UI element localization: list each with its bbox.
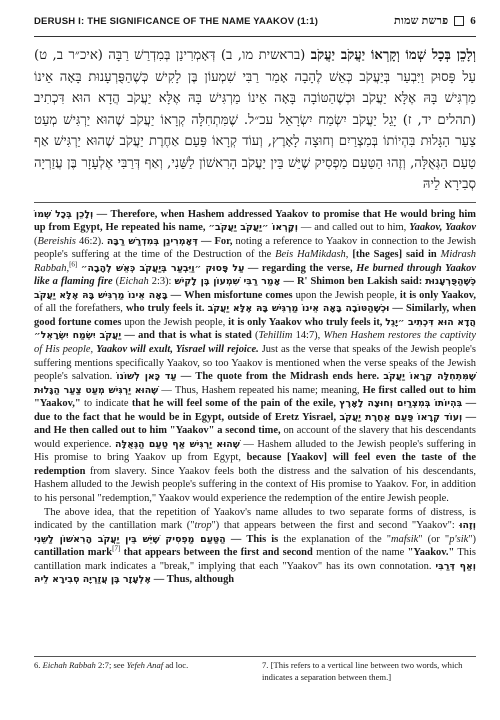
text-run: Beis HaMikdash — [275, 249, 346, 261]
text-run: of all the forefathers, — [34, 303, 126, 315]
text-run: — regarding the verse, — [244, 262, 357, 274]
text-run: — Thus, although — [151, 574, 235, 586]
text-run: He burned through Yaakov like a flaming fire — [34, 262, 477, 288]
text-run: Yefeh Anaf — [126, 660, 164, 670]
english-commentary — [34, 208, 476, 587]
document-page — [0, 6, 500, 720]
footnote-number: 7. — [262, 660, 269, 670]
text-run: it is only Yaakov, — [399, 289, 476, 301]
text-run: Yaakov will exult, Yisrael will rejoice. — [96, 343, 259, 355]
text-run: 2:3): — [148, 276, 172, 288]
hebrew-phrase: וְקָרְאוֹ ״יַעֲקֹב יַעֲקֹב״ — [208, 222, 298, 234]
text-run: This cantillation mark indicates a "break," implying that each "Yaakov" has its own connotation. — [34, 547, 476, 572]
text-run: Midrash Rabbah — [34, 249, 476, 274]
text-run: it is only Yaakov who truly feels it, — [228, 316, 383, 328]
running-header — [34, 6, 476, 37]
text-run: ( — [251, 330, 259, 342]
text-run: upon the Jewish people, — [292, 289, 400, 301]
hebrew-phrase: וְזֶהוּ הַטַּעַם מַפְסִיק שֶׁיֵּשׁ בֵּין יַעֲקֹב הָרִאשׁוֹן לַשֵּׁנִי — [34, 520, 476, 545]
text-run: Tehillim — [258, 330, 293, 342]
hebrew-phrase: דְּאָמְרִינַן בְּמִדְרַשׁ רַבָּה — [106, 235, 198, 247]
text-run: — Thus, Hashem repeated his name; meaning, — [158, 384, 363, 396]
text-run: from slavery. Since Yaakov feels both the distress and the salvation of his descendants, Hashem alluded to the Jewish people's suffering in the context of His promise to Yaakov. For, in addition to his personal "redemption," Yaakov would experience the redemption of the entire Jewish people. — [34, 465, 476, 504]
footnote-number: 6. — [34, 660, 41, 670]
text-run: " (or " — [418, 533, 450, 545]
text-run: that he will feel some of the pain of the exile, — [131, 398, 336, 410]
text-run: 2:7; see — [95, 660, 127, 670]
hebrew-body: (בראשית מו, ב) דְּאָמְרִינַן בְּמִדְרַשׁ רַבָּה (איכ״ר ב, ט) עַל פָּסוּק וַיִּבְעַר בְּיַעֲקֹב כְּאֵשׁ לֶהָבָה אָמַר רַבִּי שִׁמְעוֹן בֶּן לָקִישׁ כְּשֶׁהַפֻּרְעָנוּת בָּאָה אֵינוֹ מַרְגִּישׁ בָּהּ אֶלָּא יַעֲקֹב וּכְשֶׁהַטּוֹבָה בָּאָה אֵינוֹ מַרְגִּישׁ בָּהּ אֶלָּא יַעֲקֹב הֲדָא הוּא דִּכְתִיב (תהלים יד, ז) יָגֵל יַעֲקֹב יִשְׂמַח יִשְׂרָאֵל עכ״ל. שֶׁמִּתְחִלָּה קְרָאוֹ יַעֲקֹב שֶׁהוּא יַרְגִּישׁ מְעַט צַעַר הַגָּלוּת בִּהְיוֹתוֹ בְּמִצְרַיִם וְחוּצָה לָאָרֶץ, וְעוֹד קְרָאוֹ פַּעַם אַחֶרֶת יַעֲקֹב שֶׁהוּא יַרְגִּישׁ אַף טַעַם הַגְּאֻלָּה, וְזֶהוּ הַטַּעַם מַפְסִיק שֶׁיֵּשׁ בֵּין יַעֲקֹב הָרִאשׁוֹן לַשֵּׁנִי, וְאַף דְּרַבִּי אֶלְעָזָר בֶּן עֲזַרְיָה סְבִירָא לֵיהּ — [34, 48, 476, 192]
text-run: p'sik — [449, 533, 469, 545]
text-run: ") — [468, 533, 476, 545]
text-run: to indicate — [80, 398, 132, 410]
text-run: trop — [194, 520, 212, 532]
footnotes — [34, 656, 476, 683]
text-run: the explanation of the " — [278, 533, 391, 545]
text-run: 46:2). — [75, 235, 104, 247]
hebrew-phrase: שֶׁמִּתְחִלָּה קְרָאוֹ יַעֲקֹב שֶׁהוּא יַרְגִּישׁ מְעַט צַעַר הַגָּלוּת — [34, 371, 477, 396]
footnote-7 — [262, 660, 476, 683]
text-run: mafsik — [390, 533, 419, 545]
text-run: — due to the fact that he would be in Egypt, outside of Eretz Yisrael, — [34, 398, 476, 423]
text-run: Bereishis — [37, 235, 76, 247]
hebrew-phrase: וְאַף דְּרַבִּי אֶלְעָזָר בֶּן עֲזַרְיָה סְבִירָא לֵיהּ — [34, 560, 476, 586]
text-run: , — [345, 249, 353, 261]
text-run: noting a reference to Yaakov in connection to the Jewish people's suffering at the time of the Destruction of the — [34, 235, 476, 261]
text-run: ad loc. — [163, 660, 189, 670]
header-parsha-name: פרשת שמות — [394, 15, 449, 27]
text-run: He repeated his name, — [105, 222, 206, 234]
text-run: Eichah — [119, 276, 149, 288]
header-box-icon — [454, 16, 464, 26]
text-run: that appears between the first and second — [120, 547, 313, 559]
text-run: on account of the slavery that his descendants would experience. — [34, 425, 476, 450]
hebrew-phrase: כְּשֶׁהַפֻּרְעָנוּת בָּאָה אֵינוֹ מַרְגִּישׁ בָּהּ אֶלָּא יַעֲקֹב — [34, 276, 477, 301]
hebrew-phrase: שֶׁהוּא יַרְגִּישׁ אַף טַעַם הַגְּאֻלָּה — [115, 438, 240, 450]
text-run: because [Yaakov] will feel even the taste of the redemption — [34, 452, 476, 477]
text-run: Eichah Rabbah — [42, 660, 96, 670]
footnote-6 — [34, 660, 248, 683]
header-chapter-title: DERUSH I: THE SIGNIFICANCE OF THE NAME YAAKOV (1:1) — [34, 15, 319, 27]
footnote-ref[interactable]: [7] — [112, 544, 121, 553]
text-run: cantillation mark — [34, 547, 113, 559]
text-run: Yaakov, Yaakov — [409, 222, 477, 234]
text-run: — For, — [197, 235, 233, 247]
text-run: 14:7), — [292, 330, 324, 342]
text-run: "Yaakov." — [407, 547, 455, 559]
page-number: 6 — [470, 15, 476, 27]
text-run: ( — [34, 235, 38, 247]
text-run: He first called out to him "Yaakov," — [34, 384, 476, 410]
hebrew-phrase: וְלָכֵן בְּכָל שְׁמוֹ — [34, 208, 94, 220]
text-run: — When misfortune comes — [167, 289, 293, 301]
text-run: — and that is what is stated — [121, 330, 252, 342]
text-run: ") that appears between the first and second "Yaakov": — [211, 520, 455, 532]
text-run: [This refers to a vertical line between two words, which indicates a separation between them.] — [262, 660, 463, 682]
text-run: — R' Shimon ben Lakish said: — [280, 276, 423, 288]
text-run: upon the Jewish people, — [121, 316, 229, 328]
text-run: — This is — [225, 533, 279, 545]
hebrew-source-text — [34, 45, 476, 203]
header-right — [394, 15, 476, 27]
hebrew-phrase: אָמַר רַבִּי שִׁמְעוֹן בֶּן לָקִישׁ — [174, 276, 281, 288]
commentary-paragraph-1 — [34, 208, 476, 506]
text-run: — and called out to him, — [297, 222, 410, 234]
hebrew-phrase: הֲדָא הוּא דִּכְתִיב ״יָגֵל יַעֲקֹב יִשְׂמַח יִשְׂרָאֵל״ — [34, 316, 476, 342]
text-run: ( — [112, 276, 120, 288]
hebrew-phrase: בִּהְיוֹתוֹ בְּמִצְרַיִם וְחוּצָה לָאָרֶץ — [339, 398, 463, 410]
text-run: — Hashem alluded to the Jewish people's suffering in His promise to bring Yaakov up from Egypt, — [34, 438, 476, 464]
text-run: — Therefore, when Hashem addressed Yaakov to promise that He would bring him up from Egypt, — [34, 208, 476, 234]
text-run: When Hashem restores the captivity of His people, — [34, 330, 477, 355]
hebrew-phrase: וְעוֹד קְרָאוֹ פַּעַם אַחֶרֶת יַעֲקֹב — [339, 411, 463, 423]
hebrew-phrase: עַד כָּאן לְשׁוֹנוֹ — [116, 371, 177, 383]
hebrew-lead-words: וְלָכֵן בְּכָל שְׁמוֹ וְקָרְאוֹ יַעֲקֹב יַעֲקֹב — [310, 48, 476, 63]
text-run: The above idea, that the repetition of Yaakov's name alludes to two separate forms of distress, is indicated by the cantillation mark (" — [34, 506, 476, 532]
text-run: — Similarly, when good fortune comes — [34, 303, 476, 328]
footnote-ref[interactable]: [6] — [69, 260, 78, 269]
text-run: [the Sages] said in — [352, 249, 441, 261]
text-run: mention of the name — [312, 547, 408, 559]
text-run: who truly feels it. — [125, 303, 205, 315]
hebrew-phrase: וּכְשֶׁהַטּוֹבָה בָּאָה אֵינוֹ מַרְגִּישׁ בָּהּ אֶלָּא יַעֲקֹב — [207, 303, 390, 315]
commentary-paragraph-2 — [34, 506, 476, 587]
text-run: Just as the verse that speaks of the Jewish people's suffering mentions specifically Yaakov, so too Yaakov is mentioned when the verse speaks of the Jewish people's salvation. — [34, 343, 476, 383]
text-run: — The quote from the Midrash ends here. — [176, 371, 380, 383]
hebrew-phrase: עַל פָּסוּק ״וַיִּבְעַר בְּיַעֲקֹב כְּאֵשׁ לֶהָבָה״ — [80, 262, 245, 274]
text-run: , — [66, 262, 70, 274]
text-run: — and He then called out to him "Yaakov" a second time, — [34, 411, 477, 437]
